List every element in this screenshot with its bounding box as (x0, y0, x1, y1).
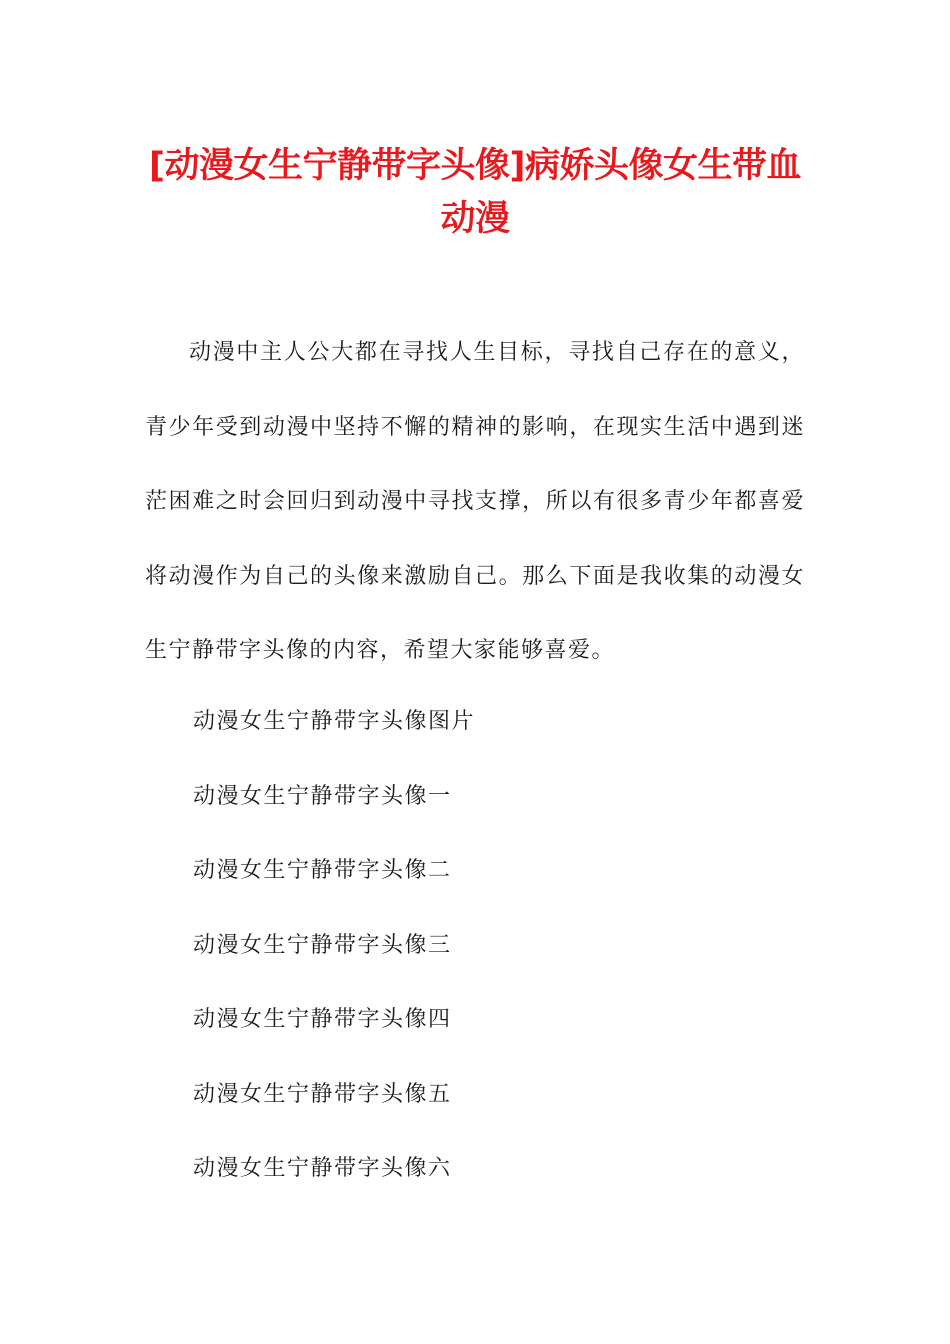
section-list (193, 685, 475, 1207)
section-heading: 动漫女生宁静带字头像五 (193, 1081, 452, 1107)
section-heading: 动漫女生宁静带字头像四 (193, 1007, 452, 1032)
section-heading: 动漫女生宁静带字头像六 (193, 1156, 452, 1181)
section-heading: 动漫女生宁静带字头像一 (193, 783, 452, 809)
intro-paragraph: 动漫中主人公大都在寻找人生目标，寻找自己存在的意义，青少年受到动漫中坚持不懈的精神的影响，在现实生活中遇到迷茫困难之时会回归到动漫中寻找支撑，所以有很多青少年都喜爱将动漫作为自己的头像来激励自己。那么下面是我收集的动漫女生宁静带字头像的内容，希望大家能够喜爱。 (145, 340, 805, 663)
page-title: [动漫女生宁静带字头像]病娇头像女生带血动漫 (149, 146, 801, 239)
section-heading: 动漫女生宁静带字头像二 (193, 858, 452, 883)
section-heading: 动漫女生宁静带字头像三 (193, 932, 452, 958)
section-heading: 动漫女生宁静带字头像图片 (193, 709, 476, 734)
